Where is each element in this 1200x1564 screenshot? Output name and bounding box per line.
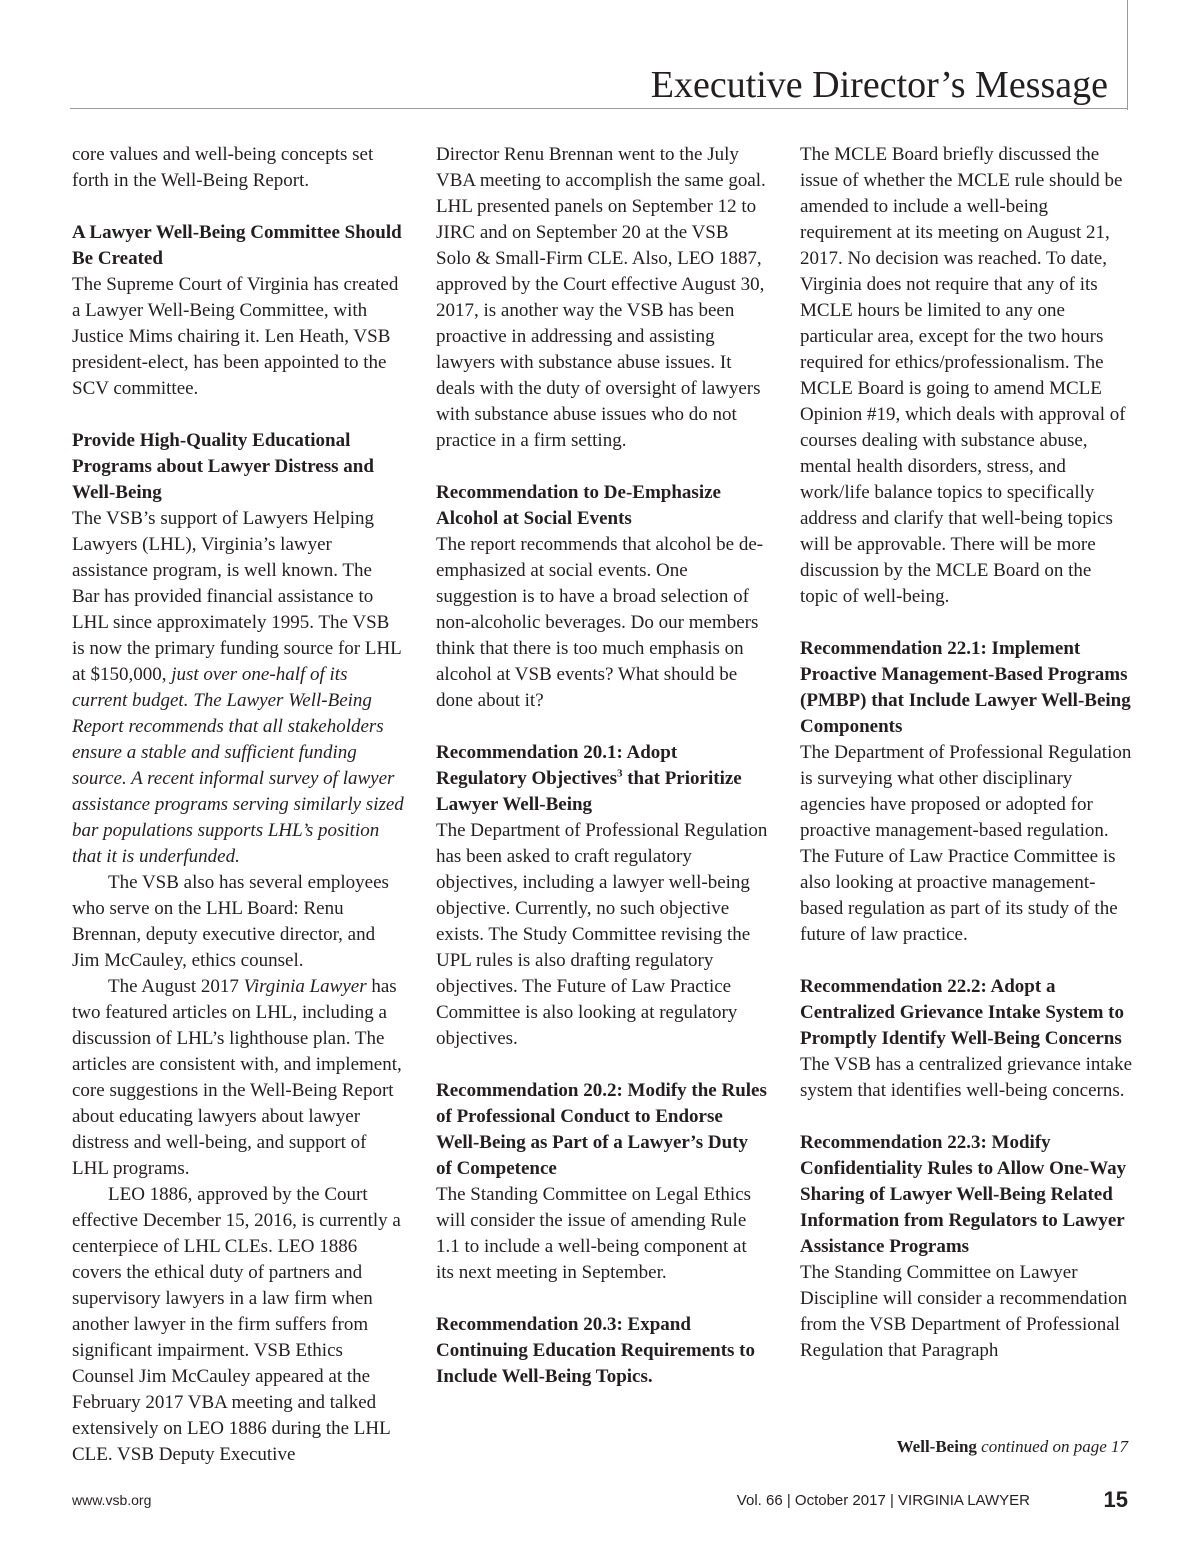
- paragraph-alcohol: The report recommends that alcohol be de-emphasized at social events. One suggestion is to have a broad selection of non-alcoholic beverages. Do our members think that there is too much emphasis on alcohol at VSB events? What should be done about it?: [436, 534, 764, 711]
- paragraph-lhl-support: The VSB’s support of Lawyers Helping Lawyers (LHL), Virginia’s lawyer assistance program, is well known. The Bar has provided financial assistance to LHL since approximately 1995. The VSB is now the primary funding source for LHL at $150,000, just over one-half of its current budget. The Lawyer Well-Being Report recommends that all stakeholders ensure a stable and sufficient funding source. A recent informal survey of lawyer assistance programs serving similarly sized bar populations supports LHL’s position that it is underfunded.: [72, 508, 404, 867]
- paragraph-employees: The VSB also has several employees who serve on the LHL Board: Renu Brennan, deputy executive director, and Jim McCauley, ethics counsel.: [72, 872, 389, 971]
- heading-educational-programs: Provide High-Quality Educational Programs about Lawyer Distress and Well-Being: [72, 430, 374, 503]
- heading-recommendation-22-2: Recommendation 22.2: Adopt a Centralized Grievance Intake System to Promptly Identify Well-Being Concerns: [800, 976, 1124, 1049]
- column-right: [800, 142, 1132, 1364]
- paragraph-recommendation-22-3: The Standing Committee on Lawyer Discipline will consider a recommendation from the VSB Department of Professional Regulation that Paragraph: [800, 1262, 1128, 1361]
- column-left: [72, 142, 404, 1468]
- footnote-marker: 3: [616, 767, 623, 780]
- paragraph-leo-1886: LEO 1886, approved by the Court effective December 15, 2016, is currently a centerpiece of LHL CLEs. LEO 1886 covers the ethical duty of partners and supervisory lawyers in a law firm when another lawyer in the firm suffers from significant impairment. VSB Ethics Counsel Jim McCauley appeared at the February 2017 VBA meeting and talked extensively on LEO 1886 during the LHL CLE. VSB Deputy Executive: [72, 1184, 401, 1465]
- header-divider: [70, 108, 1128, 109]
- paragraph-recommendation-22-1: The Department of Professional Regulation is surveying what other disciplinary agencies have proposed or adopted for proactive management-based regulation. The Future of Law Practice Committee is also looking at proactive management-based regulation as part of its study of the future of law practice.: [800, 742, 1132, 945]
- paragraph-recommendation-20-2: The Standing Committee on Legal Ethics will consider the issue of amending Rule 1.1 to include a well-being component at its next meeting in September.: [436, 1184, 752, 1283]
- continued-text: continued on page 17: [976, 1437, 1128, 1456]
- magazine-title: Virginia Lawyer: [243, 976, 367, 997]
- page-number: 15: [1103, 1487, 1128, 1512]
- paragraph-recommendation-22-2: The VSB has a centralized grievance intake system that identifies well-being concerns.: [800, 1054, 1133, 1101]
- page-edge-line: [1127, 0, 1128, 110]
- column-middle: [436, 142, 768, 1390]
- heading-recommendation-22-3: Recommendation 22.3: Modify Confidentiality Rules to Allow One-Way Sharing of Lawyer Well-Being Related Information from Regulators to Lawyer Assistance Programs: [800, 1132, 1127, 1257]
- heading-recommendation-20-3: Recommendation 20.3: Expand Continuing Education Requirements to Include Well-Being Topics.: [436, 1314, 756, 1387]
- page-title: Executive Director’s Message: [650, 64, 1108, 106]
- continued-notice: [897, 1434, 1128, 1460]
- heading-recommendation-20-2: Recommendation 20.2: Modify the Rules of Professional Conduct to Endorse Well-Being as Part of a Lawyer’s Duty of Competence: [436, 1080, 767, 1179]
- heading-committee: A Lawyer Well-Being Committee Should Be Created: [72, 222, 402, 269]
- continued-label: Well-Being: [896, 1437, 977, 1456]
- footer-url: www.vsb.org: [72, 1492, 152, 1508]
- paragraph-august-articles: The August 2017 Virginia Lawyer has two featured articles on LHL, including a discussion of LHL’s lighthouse plan. The articles are consistent with, and implement, core suggestions in the Well-Being Report about educating lawyers about lawyer distress and well-being, and support of LHL programs.: [72, 976, 402, 1179]
- paragraph-intro: core values and well-being concepts set forth in the Well-Being Report.: [72, 144, 374, 191]
- paragraph-mcle: The MCLE Board briefly discussed the issue of whether the MCLE rule should be amended to include a well-being requirement at its meeting on August 21, 2017. No decision was reached. To date, Virginia does not require that any of its MCLE hours be limited to any one particular area, except for the two hours required for ethics/professionalism. The MCLE Board is going to amend MCLE Opinion #19, which deals with approval of courses dealing with substance abuse, mental health disorders, stress, and work/life balance topics to specifically address and clarify that well-being topics will be approvable. There will be more discussion by the MCLE Board on the topic of well-being.: [800, 144, 1126, 607]
- footer-issue: Vol. 66 | October 2017 | VIRGINIA LAWYER: [736, 1492, 1030, 1509]
- paragraph-committee: The Supreme Court of Virginia has created a Lawyer Well-Being Committee, with Justice Mims chairing it. Len Heath, VSB president-elect, has been appointed to the SCV committee.: [72, 274, 399, 399]
- heading-recommendation-22-1: Recommendation 22.1: Implement Proactive Management-Based Programs (PMBP) that Include Lawyer Well-Being Components: [800, 638, 1131, 737]
- heading-recommendation-20-1: Recommendation 20.1: Adopt Regulatory Objectives$^3$ that Prioritize Lawyer Well-Being: [436, 742, 742, 815]
- italic-lhl-funding: just over one-half of its current budget. The Lawyer Well-Being Report recommends that all stakeholders ensure a stable and sufficient funding source. A recent informal survey of lawyer assistance programs serving similarly sized bar populations supports LHL’s position that it is underfunded.: [72, 664, 404, 867]
- paragraph-continuation: Director Renu Brennan went to the July VBA meeting to accomplish the same goal. LHL presented panels on September 12 to JIRC and on September 20 at the VSB Solo & Small-Firm CLE. Also, LEO 1887, approved by the Court effective August 30, 2017, is another way the VSB has been proactive in addressing and assisting lawyers with substance abuse issues. It deals with the duty of oversight of lawyers with substance abuse issues who do not practice in a firm setting.: [436, 144, 766, 451]
- paragraph-recommendation-20-1: The Department of Professional Regulation has been asked to craft regulatory objectives, including a lawyer well-being objective. Currently, no such objective exists. The Study Committee revising the UPL rules is also drafting regulatory objectives. The Future of Law Practice Committee is also looking at regulatory objectives.: [436, 820, 768, 1049]
- heading-alcohol: Recommendation to De-Emphasize Alcohol at Social Events: [436, 482, 721, 529]
